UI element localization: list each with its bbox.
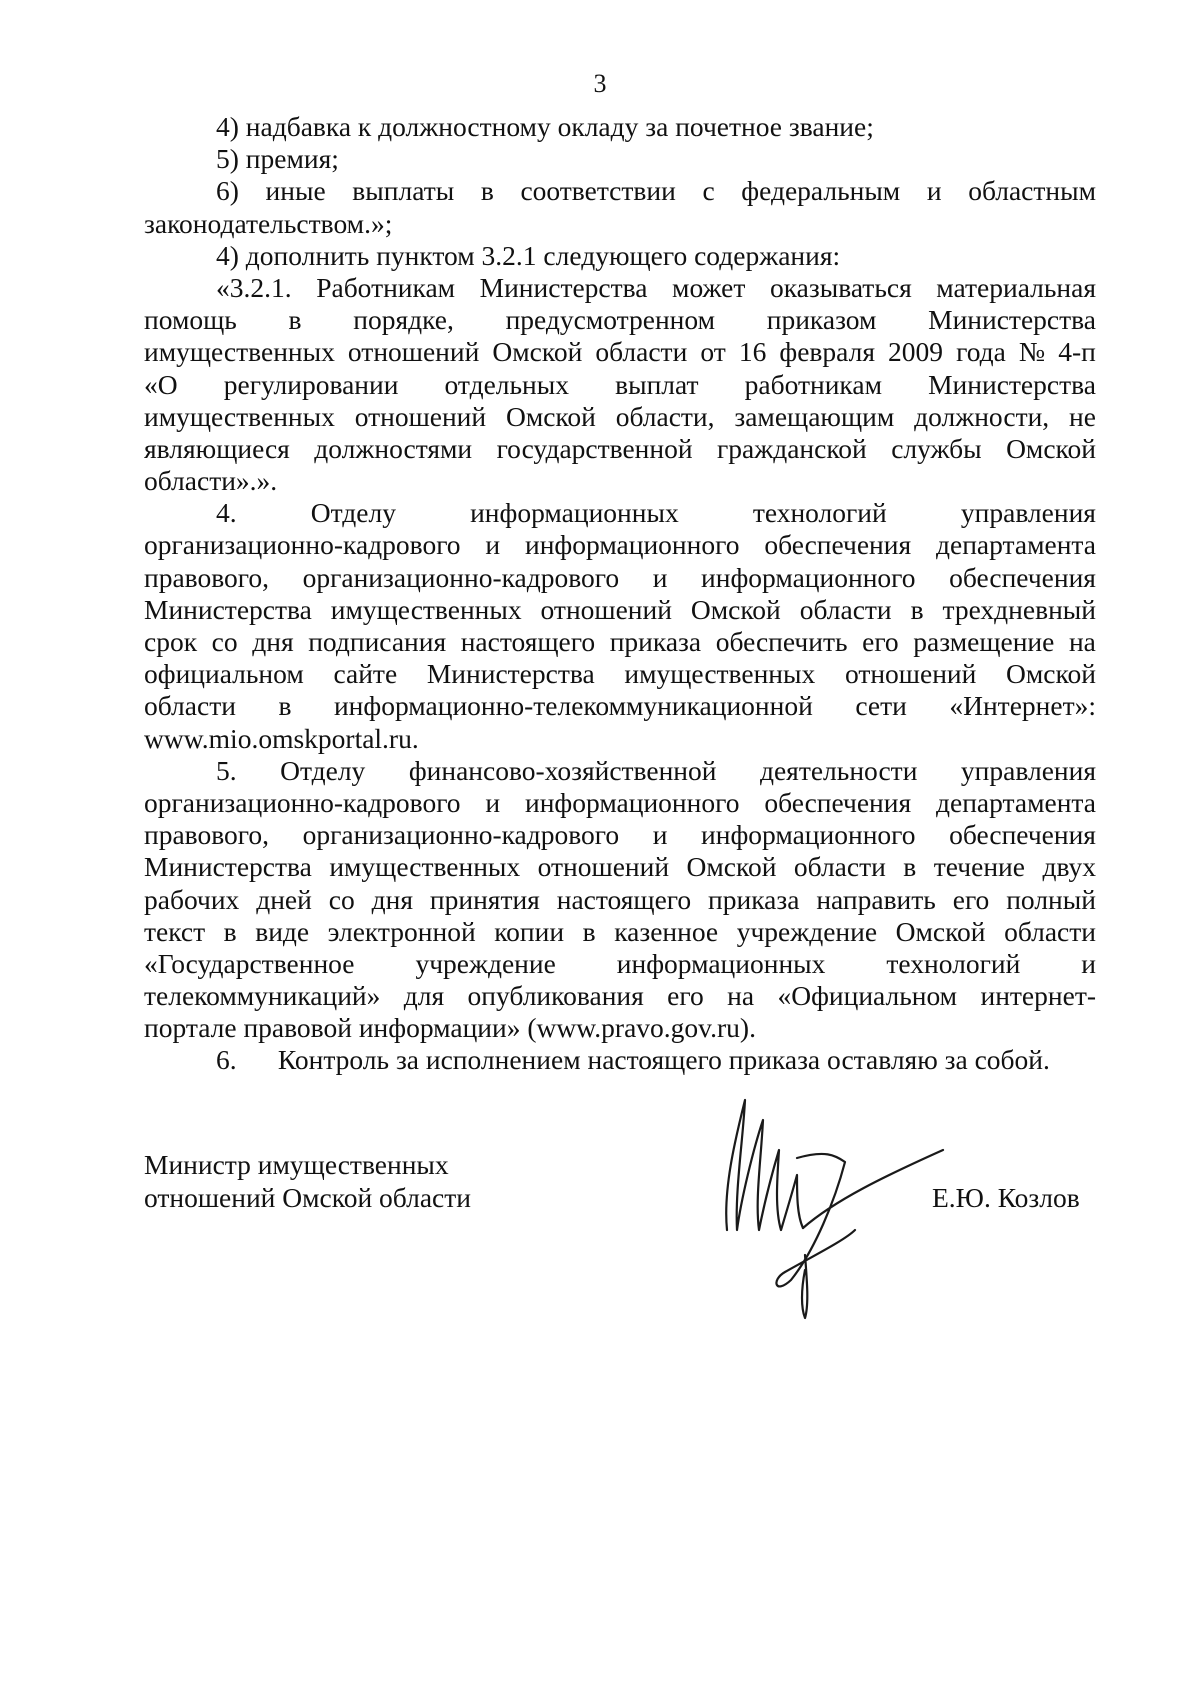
word: Омской (505, 400, 596, 432)
word: телекоммуникаций» (144, 980, 381, 1012)
word: оказываться (769, 271, 912, 303)
word: информационно-телекоммуникационной (333, 690, 813, 722)
word: департамента (936, 786, 1096, 818)
word: «Официальном (777, 980, 958, 1012)
word: Министерства (144, 593, 312, 625)
word: приказом (766, 304, 877, 336)
word: информационного (524, 786, 740, 818)
word: Отделу (280, 754, 366, 786)
word: и (485, 529, 501, 561)
word: настоящего (556, 883, 692, 915)
word: области (799, 593, 892, 625)
word: обеспечения (764, 529, 912, 561)
word: замещающим (734, 400, 895, 432)
word: 4-п (1058, 336, 1096, 368)
text-line (144, 980, 1096, 1012)
word: Омской (686, 851, 777, 883)
word: на (1068, 626, 1096, 657)
word: отдельных (444, 368, 569, 400)
handwritten-signature (705, 1080, 945, 1320)
word: отношений (540, 593, 672, 625)
word: Омской (690, 593, 781, 625)
word: 2009 (888, 336, 944, 368)
word: Омской (1006, 658, 1096, 690)
word: деятельности (759, 754, 918, 786)
word: учреждение (736, 915, 878, 947)
word: размещение (913, 626, 1055, 657)
word: технологий (752, 497, 887, 529)
word: «Государственное (144, 947, 355, 979)
text-line (144, 304, 1096, 336)
word: отношений (354, 400, 487, 432)
text-line: законодательством.»; (144, 207, 393, 239)
word: правового, (144, 561, 269, 593)
word: его (667, 980, 704, 1012)
word: виде (255, 915, 310, 947)
text-line: 6. Контроль за исполнением настоящего приказа оставляю за собой. (216, 1044, 1050, 1076)
word: области (144, 690, 236, 722)
word: Отделу (310, 497, 396, 529)
word: регулировании (223, 368, 399, 400)
word: и (926, 175, 942, 207)
word: в (480, 175, 494, 207)
word: в (223, 915, 237, 947)
word: № (1018, 336, 1046, 368)
text-line (144, 658, 1096, 690)
text-line: 5) премия; (216, 143, 339, 175)
word: предусмотренном (505, 304, 716, 336)
word: работникам (744, 368, 882, 400)
text-line (144, 851, 1096, 883)
text-line (144, 819, 1096, 851)
word: Омской (895, 915, 986, 947)
word: года (956, 336, 1006, 368)
word: «Интернет»: (949, 690, 1096, 722)
word: опубликования (467, 980, 644, 1012)
word: департамента (936, 529, 1096, 561)
word: организационно-кадрового (144, 529, 461, 561)
word: управления (960, 754, 1096, 786)
word: технологий (886, 947, 1021, 979)
word: являющиеся (144, 432, 290, 464)
word: двух (1042, 851, 1096, 883)
word: и (485, 786, 501, 818)
word: области, (615, 400, 715, 432)
word: информационных (470, 497, 679, 529)
word: настоящего (460, 626, 596, 657)
word: в (288, 304, 302, 336)
text-line (144, 401, 1096, 433)
word: трехдневный (942, 593, 1096, 625)
word: в (582, 915, 596, 947)
word: имущественных (144, 400, 335, 432)
word: области (595, 336, 688, 368)
word: учреждение (415, 947, 556, 979)
signatory-name: Е.Ю. Козлов (932, 1182, 1080, 1213)
word: сети (855, 690, 907, 722)
page-number: 3 (593, 69, 607, 98)
word: 5. (216, 754, 237, 786)
word: не (1069, 400, 1096, 432)
text-line (144, 626, 1096, 658)
text-line: области».». (144, 465, 278, 497)
text-line (144, 884, 1096, 916)
word: управления (960, 497, 1096, 529)
word: выплаты (352, 175, 455, 207)
text-line: 4) дополнить пунктом 3.2.1 следующего содержания: (216, 239, 841, 271)
word: Омской (1006, 432, 1096, 464)
text-line (144, 497, 1096, 529)
word: и (1081, 947, 1096, 979)
word: направить (816, 883, 936, 915)
word: Министерства (426, 658, 595, 690)
word: приказа (609, 626, 702, 657)
text-line (144, 433, 1096, 465)
text-line (144, 175, 1096, 207)
word: для (403, 980, 445, 1012)
word: организационно-кадрового (144, 786, 461, 818)
word: обеспечения (949, 561, 1096, 593)
word: области (1004, 915, 1096, 947)
word: течение (933, 851, 1025, 883)
word: области (793, 851, 886, 883)
word: Министерства (479, 271, 648, 303)
text-line (144, 562, 1096, 594)
word: государственной (496, 432, 693, 464)
word: информационного (524, 529, 740, 561)
text-line: 4) надбавка к должностному окладу за почетное звание; (216, 111, 874, 142)
word: его (952, 883, 990, 915)
word: федеральным (741, 175, 901, 207)
word: рабочих (144, 883, 240, 915)
word: официальном (144, 658, 304, 690)
word: с (702, 175, 715, 207)
word: сайте (333, 658, 398, 690)
word: «О (144, 368, 178, 400)
word: принятия (429, 883, 540, 915)
word: порядке, (353, 304, 454, 336)
word: гражданской (716, 432, 867, 464)
word: в (278, 690, 292, 722)
word: на (727, 980, 755, 1012)
word: информационных (616, 947, 826, 979)
word: имущественных (329, 851, 521, 883)
word: текст (144, 915, 206, 947)
word: его (862, 626, 899, 657)
word: срок (144, 626, 198, 657)
word: 6) (216, 175, 239, 207)
word: выплат (615, 368, 699, 400)
word: со (328, 883, 355, 915)
word: финансово-хозяйственной (408, 754, 717, 786)
word: отношений (537, 851, 670, 883)
signatory-position (144, 1148, 471, 1214)
word: копии (494, 915, 565, 947)
word: иные (265, 175, 326, 207)
word: Работникам (316, 271, 456, 303)
word: от (700, 336, 726, 368)
word: со (211, 626, 238, 657)
word: отношений (844, 658, 977, 690)
word: обеспечить (715, 626, 848, 657)
word: дней (256, 883, 312, 915)
signatory-position-line-2: отношений Омской области (144, 1182, 471, 1213)
word: Омской (492, 336, 583, 368)
text-line (144, 916, 1096, 948)
text-line: портале правовой информации» (www.pravo.gov.ru). (144, 1012, 756, 1044)
word: имущественных (144, 336, 335, 368)
word: областным (968, 175, 1096, 207)
word: организационно-кадрового (302, 561, 620, 593)
word: в (903, 851, 917, 883)
word: электронной (327, 915, 476, 947)
word: может (672, 271, 746, 303)
word: «3.2.1. (216, 271, 292, 303)
word: информационного (701, 819, 916, 851)
word: казенное (614, 915, 719, 947)
signatory-position-line-1: Министр имущественных (144, 1149, 449, 1180)
text-line: www.mio.omskportal.ru. (144, 722, 419, 754)
text-line (144, 272, 1096, 304)
text-line (144, 948, 1096, 980)
text-line (144, 690, 1096, 722)
word: подписания (308, 626, 447, 657)
word: интернет- (980, 980, 1096, 1012)
text-line (144, 529, 1096, 561)
word: отношений (347, 336, 480, 368)
word: организационно-кадрового (302, 819, 620, 851)
word: имущественных (624, 658, 816, 690)
word: службы (891, 432, 982, 464)
text-line (144, 755, 1096, 787)
word: помощь (144, 304, 237, 336)
word: и (652, 819, 668, 851)
word: приказа (708, 883, 800, 915)
word: в (910, 593, 924, 625)
word: обеспечения (764, 786, 912, 818)
word: Министерства (928, 368, 1096, 400)
word: материальная (936, 271, 1096, 303)
word: должности, (914, 400, 1050, 432)
word: информационного (701, 561, 916, 593)
text-line (144, 787, 1096, 819)
word: правового, (144, 819, 269, 851)
word: обеспечения (949, 819, 1096, 851)
word: и (652, 561, 668, 593)
word: имущественных (330, 593, 522, 625)
word: Министерства (928, 304, 1096, 336)
word: 16 (738, 336, 767, 368)
text-line (144, 594, 1096, 626)
text-line (144, 369, 1096, 401)
word: соответствии (520, 175, 676, 207)
word: 4. (216, 497, 237, 529)
text-line (144, 336, 1096, 368)
word: дня (252, 626, 294, 657)
word: полный (1006, 883, 1096, 915)
word: Министерства (144, 851, 312, 883)
word: февраля (779, 336, 875, 368)
word: должностями (314, 432, 473, 464)
word: дня (371, 883, 413, 915)
document-body (144, 111, 1096, 1077)
